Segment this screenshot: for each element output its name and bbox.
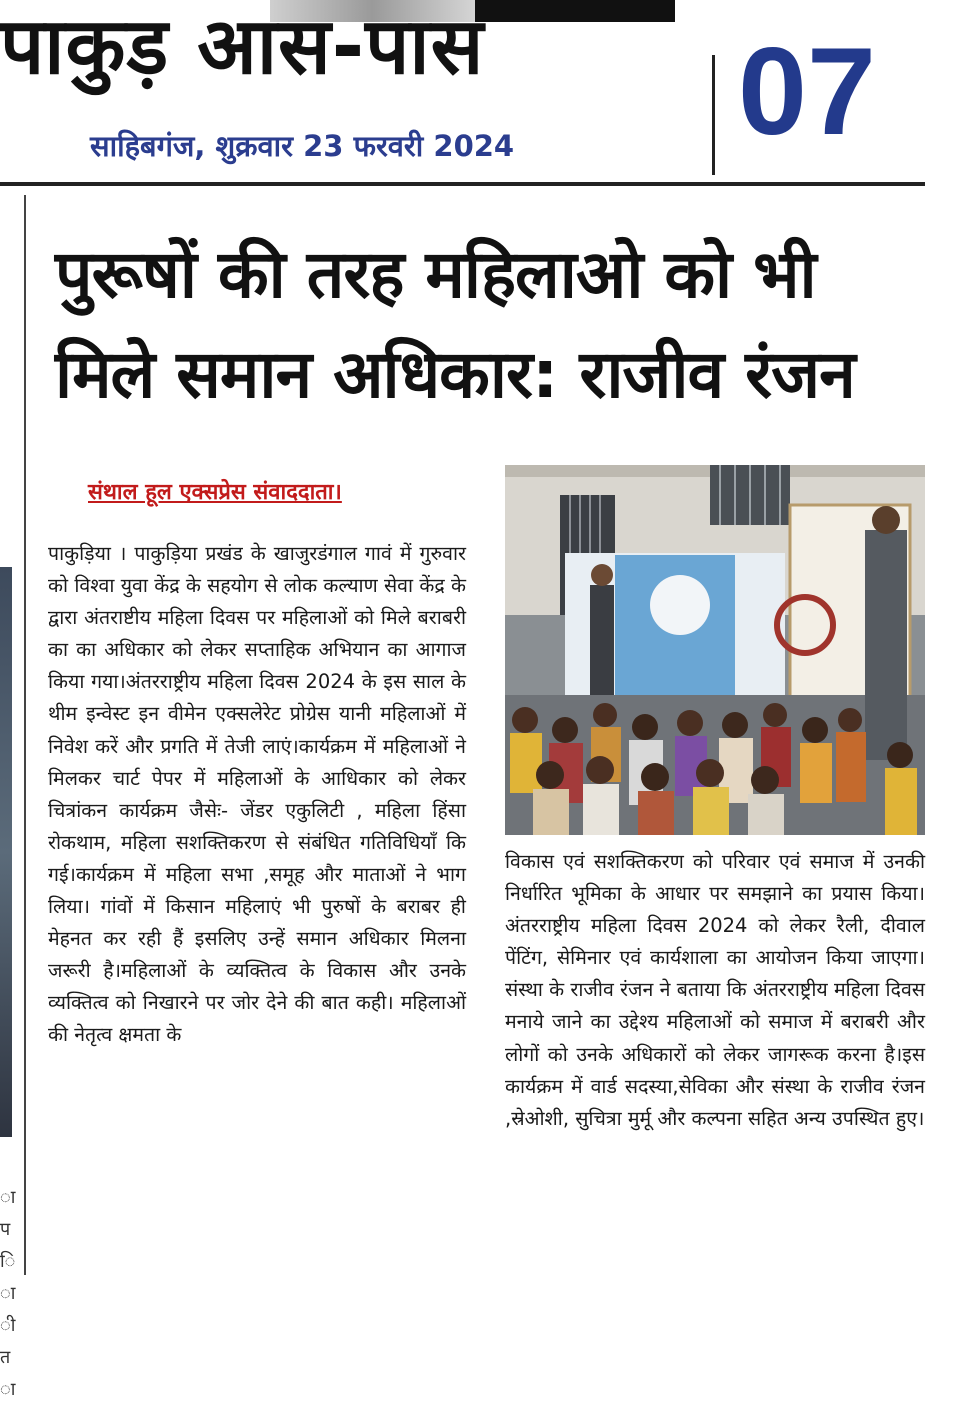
- article-body-right: विकास एवं सशक्तिकरण को परिवार एवं समाज में उनकी निर्धारित भूमिका के आधार पर समझाने का प्रयास किया। अंतरराष्ट्रीय महिला दिवस 2024 को लेकर रैली, दीवाल पेंटिंग, सेमिनार एवं कार्यशाला का आयोजन किया जाएगा। संस्था के राजीव रंजन ने बताया कि अंतरराष्ट्रीय महिला दिवस मनाये जाने का उद्देश्य महिलाओं को समाज में बराबरी और लोगों को उनके अधिकारों को लेकर जागरूक करना है।इस कार्यक्रम में वार्ड सदस्या,सेविका और संस्था के राजीव रंजन ,स्रेओशी, सुचित्रा मुर्मू और कल्पना सहित अन्य उपस्थित हुए।: [505, 850, 925, 1130]
- article-photo: [505, 465, 925, 835]
- margin-char: प: [0, 1219, 11, 1240]
- masthead-divider: [712, 55, 715, 175]
- masthead-rule: [0, 182, 925, 186]
- article-byline: संथाल हूल एक्सप्रेस संवाददाता।: [88, 480, 342, 505]
- section-title: पाकुड़ आस-पास: [0, 2, 485, 92]
- left-adjacent-column: [0, 195, 18, 1400]
- margin-char: ी: [0, 1315, 16, 1336]
- article-body-left: पाकुड़िया । पाकुड़िया प्रखंड के खाजुरडंगाल गावं में गुरुवार को विश्वा युवा केंद्र के सहयोग से लोक कल्याण सेवा केंद्र के द्वारा अंतराष्टीय महिला दिवस पर महिलाओं को मिले बराबरी का का अधिकार को लेकर सप्ताहिक अभियान का आगाज किया गया।अंतरराष्ट्रीय महिला दिवस 2024 के इस साल के थीम इन्वेस्ट इन वीमेन एक्सलेरेट प्रोग्रेस यानी महिलाओं में निवेश करें और प्रगति में तेजी लाएं।कार्यक्रम में महिलाओं ने मिलकर चार्ट पेपर में महिलाओं के आधिकार को लेकर चित्रांकन कार्यक्रम जैसेः- जेंडर एकुलिटी , महिला हिंसा रोकथाम, महिला सशक्तिकरण से संबंधित गतिविधियाँ कि गई।कार्यक्रम में महिला सभा ,समूह और माताओं ने भाग लिया। गांवों में किसान महिलाएं भी पुरुषों के बराबर ही मेहनत कर रही हैं इसलिए उन्हें समान अधिकार मिलना जरूरी है।महिलाओं के व्यक्तित्व के विकास और उनके व्यक्तित्व को निखारने पर जोर देने की बात कही। महिलाओं की नेतृत्व क्षमता के: [48, 542, 466, 1047]
- margin-char: ा: [0, 1283, 16, 1304]
- margin-char: ि: [0, 1251, 16, 1272]
- page-number: 07: [738, 23, 876, 161]
- margin-char: ा: [0, 1187, 16, 1208]
- event-photo-illustration: [505, 465, 925, 835]
- adjacent-photo-fragment: [0, 567, 12, 1137]
- column-rule: [24, 195, 26, 1275]
- dateline: साहिबगंज, शुक्रवार 23 फरवरी 2024: [90, 129, 515, 163]
- article-headline: पुरूषों की तरह महिलाओ को भी मिले समान अधिकार: राजीव रंजन: [55, 236, 855, 413]
- margin-char: ा: [0, 1379, 16, 1400]
- margin-char: त: [0, 1347, 11, 1368]
- top-banner-black: [475, 0, 675, 22]
